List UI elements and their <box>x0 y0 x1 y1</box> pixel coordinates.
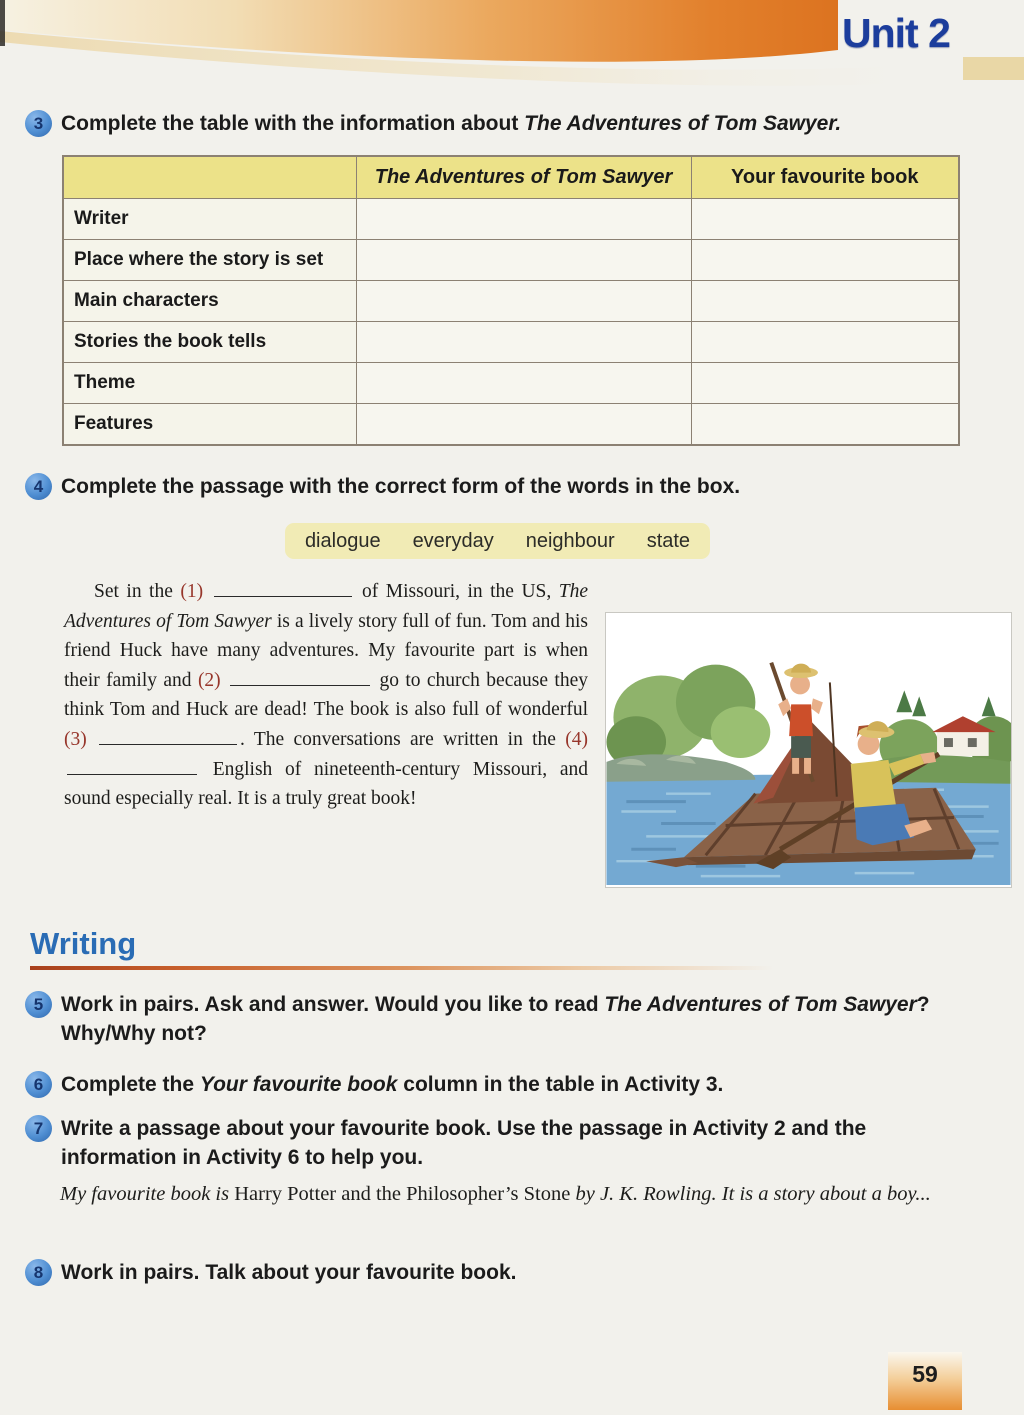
activity-6-number-badge: 6 <box>25 1071 52 1098</box>
word-box <box>285 523 710 559</box>
text-segment: Harry Potter and the Philosopher’s Stone <box>234 1183 576 1205</box>
activity-6 <box>25 1070 970 1099</box>
text-segment: Write a passage about your favourite book. Use the passage in Activity 2 and the information in Activity 6 to help you. <box>61 1117 867 1169</box>
passage-text: . The conversations are written in the <box>240 728 566 750</box>
table-header-empty <box>63 156 356 199</box>
blank-line <box>67 760 197 775</box>
blank-number: (1) <box>180 581 211 602</box>
word-box-item: neighbour <box>525 529 615 552</box>
book-title-italic: The Adventures of Tom Sawyer <box>64 581 588 632</box>
table-header-cell: Your favourite book <box>691 156 959 199</box>
activity-3-instruction <box>61 109 841 138</box>
blank-number: (3) <box>64 728 97 750</box>
passage-text: Set in the <box>94 581 181 602</box>
unit-title: Unit 2 <box>842 10 950 56</box>
text-segment: Complete the table with the information about <box>61 112 525 135</box>
table-empty-cell <box>691 281 959 322</box>
blank-number: (4) <box>565 728 588 750</box>
activity-8-instruction <box>61 1258 516 1287</box>
tom-sawyer-raft-illustration <box>605 612 1012 888</box>
passage-text: of Missouri, in the US, <box>354 581 559 602</box>
table-empty-cell <box>691 404 959 446</box>
scan-edge-artifact <box>0 0 5 46</box>
model-answer-text <box>60 1178 972 1211</box>
table-row <box>63 363 959 404</box>
table-empty-cell <box>356 281 691 322</box>
page-number-badge: 59 <box>888 1352 962 1410</box>
writing-section-title: Writing <box>30 926 137 961</box>
table-empty-cell <box>356 363 691 404</box>
activity-5-number-badge: 5 <box>25 991 52 1018</box>
table-empty-cell <box>691 363 959 404</box>
table-empty-cell <box>356 322 691 363</box>
blank-number: (2) <box>197 669 228 691</box>
table-header-row <box>63 156 959 199</box>
page-fold-strip <box>963 57 1024 80</box>
passage-text: English of nineteenth-century Missouri, and sound especially real. It is a truly great book! <box>64 758 588 810</box>
activity-8 <box>25 1258 970 1287</box>
table-row-label: Stories the book tells <box>63 322 356 363</box>
activity-3-number-badge: 3 <box>25 110 52 137</box>
text-segment: ? Why/Why not? <box>61 993 930 1045</box>
blank-line <box>99 730 237 745</box>
text-segment: Your favourite book <box>199 1073 398 1096</box>
word-box-item: dialogue <box>304 529 381 552</box>
table-empty-cell <box>691 322 959 363</box>
book-comparison-table <box>62 155 960 446</box>
table-row-label: Writer <box>63 199 356 240</box>
table-empty-cell <box>356 240 691 281</box>
text-segment: Work in pairs. Talk about your favourite book. <box>61 1261 517 1284</box>
table-empty-cell <box>356 199 691 240</box>
passage-text: go to church because they think Tom and Huck are dead! The book is also full of wonderful <box>64 669 588 721</box>
passage-text: is a lively story full of fun. Tom and his friend Huck have many adventures. My favourite part is when their family and <box>64 610 588 691</box>
table-empty-cell <box>691 199 959 240</box>
text-segment: My favourite book is <box>60 1183 235 1205</box>
blank-line <box>214 582 352 597</box>
table-body <box>63 199 959 446</box>
activity-5 <box>25 990 970 1048</box>
text-segment: The Adventures of Tom Sawyer <box>604 993 917 1016</box>
activity-7-instruction <box>61 1114 975 1172</box>
writing-section-underline <box>30 966 875 970</box>
activity-4-instruction <box>61 472 740 501</box>
activity-8-number-badge: 8 <box>25 1259 52 1286</box>
word-box-item: everyday <box>412 529 494 552</box>
table-empty-cell <box>356 404 691 446</box>
table-row-label: Theme <box>63 363 356 404</box>
table-row <box>63 322 959 363</box>
activity-5-instruction <box>61 990 970 1048</box>
word-box-item: state <box>646 529 691 552</box>
text-segment: Complete the passage with the correct form of the words in the box. <box>61 475 741 498</box>
table-row <box>63 404 959 446</box>
activity-7-number-badge: 7 <box>25 1115 52 1142</box>
table-header-cell: The Adventures of Tom Sawyer <box>356 156 691 199</box>
text-segment: by J. K. Rowling. It is a story about a boy... <box>575 1183 931 1205</box>
left-island-trees <box>606 665 770 782</box>
table-row-label: Place where the story is set <box>63 240 356 281</box>
table-row-label: Main characters <box>63 281 356 322</box>
activity-3 <box>25 109 985 138</box>
text-segment: Complete the <box>61 1073 200 1096</box>
activity-6-instruction <box>61 1070 723 1099</box>
gap-fill-passage <box>64 577 588 814</box>
table-row-label: Features <box>63 404 356 446</box>
right-island-house <box>870 690 1012 783</box>
table-row <box>63 281 959 322</box>
activity-4 <box>25 472 985 501</box>
table-row <box>63 199 959 240</box>
table-row <box>63 240 959 281</box>
blank-line <box>230 671 370 686</box>
activity-7 <box>25 1114 975 1172</box>
text-segment: column in the table in Activity 3. <box>397 1073 724 1096</box>
text-segment: Work in pairs. Ask and answer. Would you like to read <box>61 993 605 1016</box>
text-segment: The Adventures of Tom Sawyer. <box>524 112 842 135</box>
activity-4-number-badge: 4 <box>25 473 52 500</box>
table-empty-cell <box>691 240 959 281</box>
